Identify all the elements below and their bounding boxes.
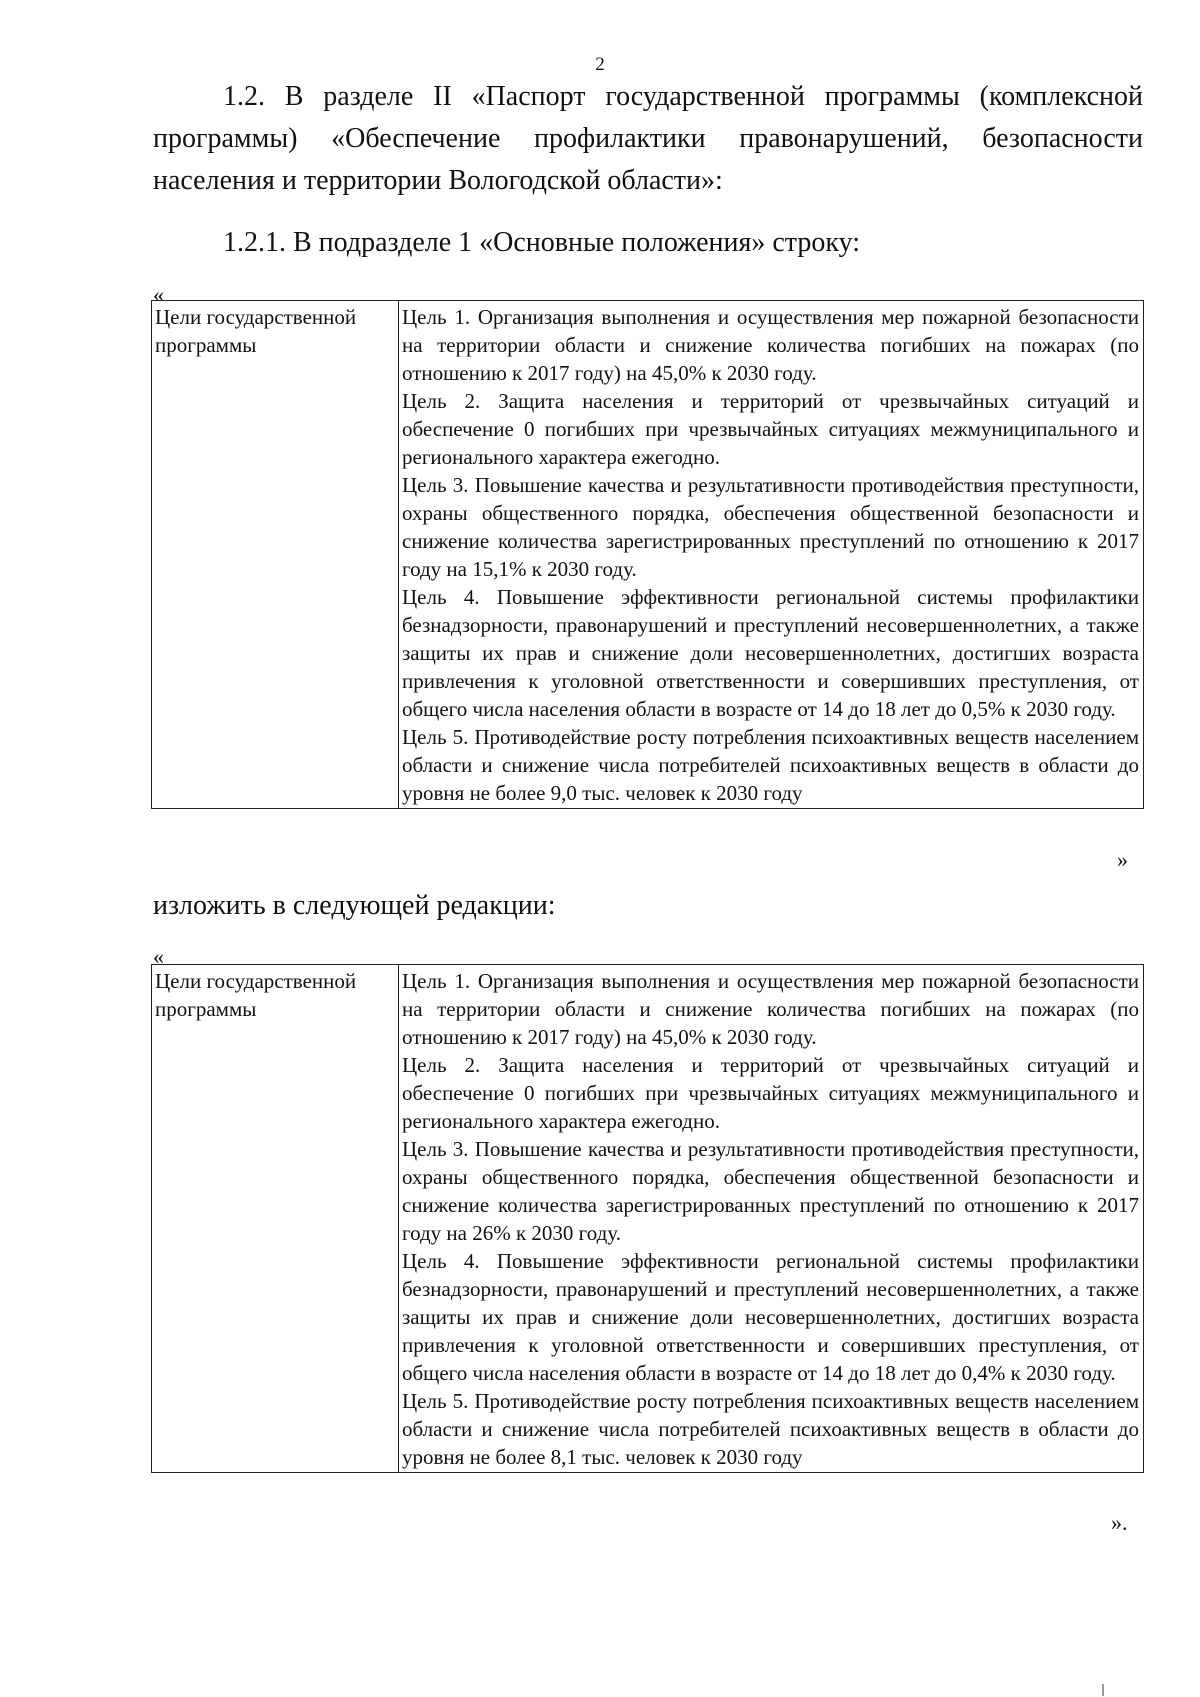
table-row — [152, 301, 1144, 809]
old-goal-1: Цель 1. Организация выполнения и осуществления мер пожарной безопасности на территории области и снижение количества погибших на пожарах (по отношению к 2017 году) на 45,0% к 2030 году. — [402, 305, 1139, 385]
restate-paragraph: изложить в следующей редакции: — [153, 890, 556, 921]
closing-quote-new: ». — [1111, 1510, 1128, 1535]
subsection-paragraph: 1.2.1. В подразделе 1 «Основные положения» строку: — [223, 227, 860, 258]
old-goals-cell — [399, 301, 1144, 809]
page-number: 2 — [595, 54, 605, 75]
old-goals-table — [151, 300, 1144, 809]
new-goal-4: Цель 4. Повышение эффективности региональной системы профилактики безнадзорности, правонарушений и преступлений несовершеннолетних, а также защиты их прав и снижение доли несовершеннолетних, достигших возраста привлечения к уголовной ответственности и совершивших преступления, от общего числа населения области в возрасте от 14 до 18 лет до 0,4% к 2030 году. — [402, 1249, 1139, 1385]
scan-margin-mark — [1102, 1684, 1104, 1696]
table-row — [152, 965, 1144, 1473]
intro-paragraph: 1.2. В разделе II «Паспорт государственной программы (комплексной программы) «Обеспечение профилактики правонарушений, безопасности населения и территории Вологодской области»: — [153, 81, 1143, 196]
new-goal-3: Цель 3. Повышение качества и результативности противодействия преступности, охраны общественного порядка, обеспечения общественной безопасности и снижение количества зарегистрированных преступлений по отношению к 2017 году на 26% к 2030 году. — [402, 1137, 1139, 1245]
old-goal-2: Цель 2. Защита населения и территорий от чрезвычайных ситуаций и обеспечение 0 погибших при чрезвычайных ситуациях межмуниципального и регионального характера ежегодно. — [402, 389, 1139, 469]
new-goals-table — [151, 964, 1144, 1473]
new-goal-5: Цель 5. Противодействие росту потребления психоактивных веществ населением области и снижение числа потребителей психоактивных веществ в области до уровня не более 8,1 тыс. человек к 2030 году — [402, 1389, 1139, 1469]
new-goal-2: Цель 2. Защита населения и территорий от чрезвычайных ситуаций и обеспечение 0 погибших при чрезвычайных ситуациях межмуниципального и регионального характера ежегодно. — [402, 1053, 1139, 1133]
opening-quote-new: « — [153, 944, 164, 969]
old-goal-3: Цель 3. Повышение качества и результативности противодействия преступности, охраны общественного порядка, обеспечения общественной безопасности и снижение количества зарегистрированных преступлений по отношению к 2017 году на 15,1% к 2030 году. — [402, 473, 1139, 581]
new-row-label: Цели государственной программы — [152, 965, 399, 1473]
old-goal-5: Цель 5. Противодействие росту потребления психоактивных веществ населением области и снижение числа потребителей психоактивных веществ в области до уровня не более 9,0 тыс. человек к 2030 году — [402, 725, 1139, 805]
closing-quote-old: » — [1117, 847, 1128, 872]
old-row-label: Цели государственной программы — [152, 301, 399, 809]
new-goals-cell — [399, 965, 1144, 1473]
opening-quote-old: « — [153, 282, 164, 307]
new-goal-1: Цель 1. Организация выполнения и осуществления мер пожарной безопасности на территории области и снижение количества погибших на пожарах (по отношению к 2017 году) на 45,0% к 2030 году. — [402, 969, 1139, 1049]
old-goal-4: Цель 4. Повышение эффективности региональной системы профилактики безнадзорности, правонарушений и преступлений несовершеннолетних, а также защиты их прав и снижение доли несовершеннолетних, достигших возраста привлечения к уголовной ответственности и совершивших преступления, от общего числа населения области в возрасте от 14 до 18 лет до 0,5% к 2030 году. — [402, 585, 1139, 721]
